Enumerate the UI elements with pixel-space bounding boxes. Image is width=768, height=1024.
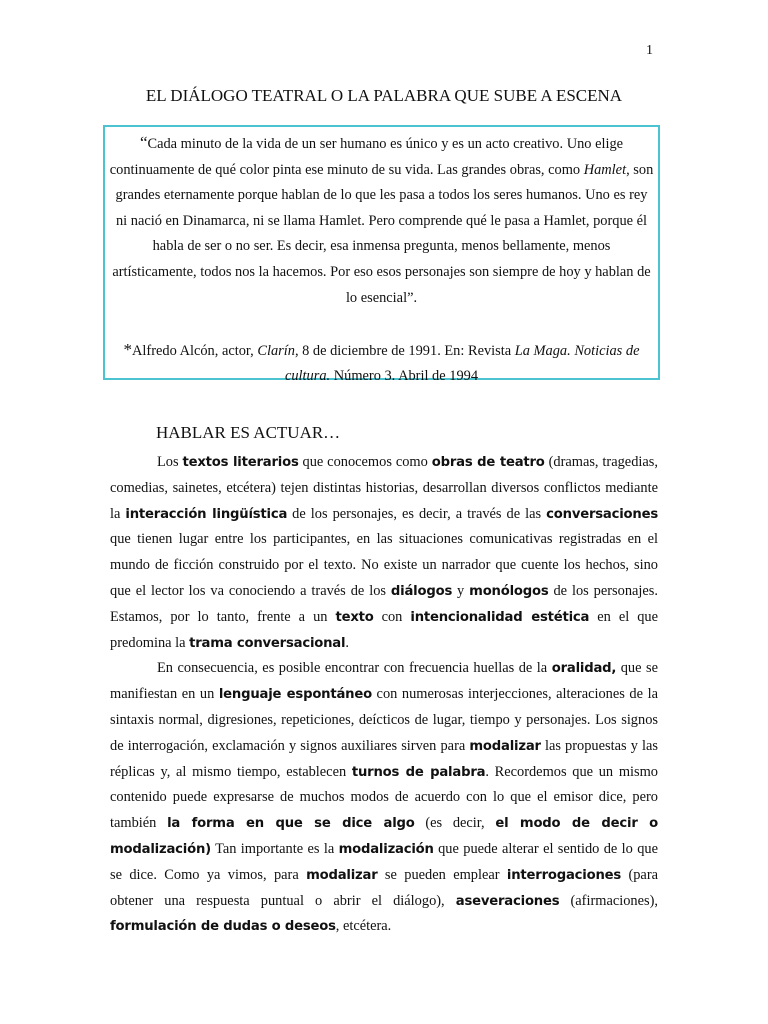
bold-term: monólogos [469,583,549,599]
text: las propuestas y las réplicas y, al mismo tiempo, establecen [110,737,658,780]
text: de los personajes. Estamos, por lo tanto, frente a un [110,582,659,625]
bold-term: formulación de dudas o deseos [110,919,336,935]
quote-text-rest: , son grandes eternamente porque hablan de lo que les pasa a todos los seres humanos. Uno es rey ni nació en Dinamarca, ni se llama Hamlet. Pero comprende qué le pasa a Hamlet, porque él habla de ser o no ser. Es decir, esa inmensa pregunta, menos bellamente, menos artísticamente, todos nos la hacemos. Por eso esos personajes son siempre de hoy y hablan de lo esencial”. [112,161,654,306]
bold-term: aseveraciones [455,893,560,909]
text: (para obtener una respuesta puntual o abrir el diálogo), [110,866,659,909]
text: que puede alterar el sentido de lo que se dice. Como ya vimos, para [110,840,659,883]
text: que se manifiestan en un [110,660,658,703]
bold-term: textos literarios [182,455,299,470]
bold-term: interacción lingüística [125,506,288,522]
paragraph-1 [110,450,658,656]
citation-author: Alfredo Alcón, actor, [132,342,258,359]
text: con [373,608,411,625]
text: (es decir, [414,815,496,832]
text: de los personajes, es decir, a través de las [287,505,547,522]
bold-term: modalización [338,841,434,857]
epigraph-quote-box [103,125,660,385]
epigraph-citation [109,337,654,390]
bold-term: interrogaciones [506,867,622,883]
body-text [110,450,658,940]
bold-term: modalizar [306,867,378,883]
section-heading: HABLAR ES ACTUAR… [156,423,341,442]
text: Los [157,454,183,470]
text: . [345,634,349,651]
text: , etcétera. [335,918,392,935]
citation-newspaper: Clarín [257,342,295,359]
citation-magazine: La Maga. Noticias de cultura. [284,342,640,385]
text: . Recordemos que un mismo contenido puede expresarse de muchos modos de acuerdo con lo que el emisor dice, pero también [110,763,658,832]
epigraph-quote [109,130,654,311]
bold-term: intencionalidad estética [410,609,590,625]
bold-term: turnos de palabra [351,764,486,780]
bold-term: la forma en que se dice algo [167,816,415,832]
text: con numerosas interjecciones, alteraciones de la sintaxis normal, digresiones, repeticiones, deícticos de lugar, tiempo y personajes. Los signos de interrogación, exclamación y signos auxiliares sirven para [110,686,658,754]
quote-italic-hamlet: Hamlet [583,161,627,178]
page-number: 1 [646,43,653,58]
open-quote-mark: “ [139,133,148,152]
bold-term: texto [335,609,374,625]
citation-star: * [123,339,133,359]
text: Tan importante es la [210,840,339,857]
citation-issue: Número 3. Abril de 1994 [330,368,479,385]
text: En consecuencia, es posible encontrar con frecuencia huellas de la [157,660,552,677]
page-title: EL DIÁLOGO TEATRAL O LA PALABRA QUE SUBE A ESCENA [145,86,623,105]
text: en el que predomina la [110,608,658,651]
bold-term: conversaciones [546,506,658,522]
text: y [452,582,470,599]
citation-date: , 8 de diciembre de 1991. En: Revista [294,342,515,359]
bold-term: diálogos [390,583,453,599]
bold-term: obras de teatro [431,455,545,470]
text: se pueden emplear [377,866,507,883]
quote-text: Cada minuto de la vida de un ser humano es único y es un acto creativo. Uno elige continuamente de qué color pinta ese minuto de su vida. Las grandes obras, como [109,136,624,178]
text: que tienen lugar entre los participantes, en las situaciones comunicativas registradas en el mundo de ficción construido por el texto. No existe un narrador que cuente los hechos, sino que el lector los va conociendo a través de los [110,531,658,599]
bold-term: trama conversacional [189,635,346,651]
paragraph-2 [110,656,658,940]
bold-term: modalizar [469,738,541,754]
bold-term: oralidad, [551,661,617,677]
text: que conocemos como [298,454,432,470]
bold-term: lenguaje espontáneo [218,687,372,703]
text: (dramas, tragedias, comedias, sainetes, etcétera) tejen distintas historias, desarrollan diversos conflictos mediante la [110,454,658,522]
bold-term: el modo de decir o modalización) [110,816,658,857]
text: (afirmaciones), [559,892,658,909]
